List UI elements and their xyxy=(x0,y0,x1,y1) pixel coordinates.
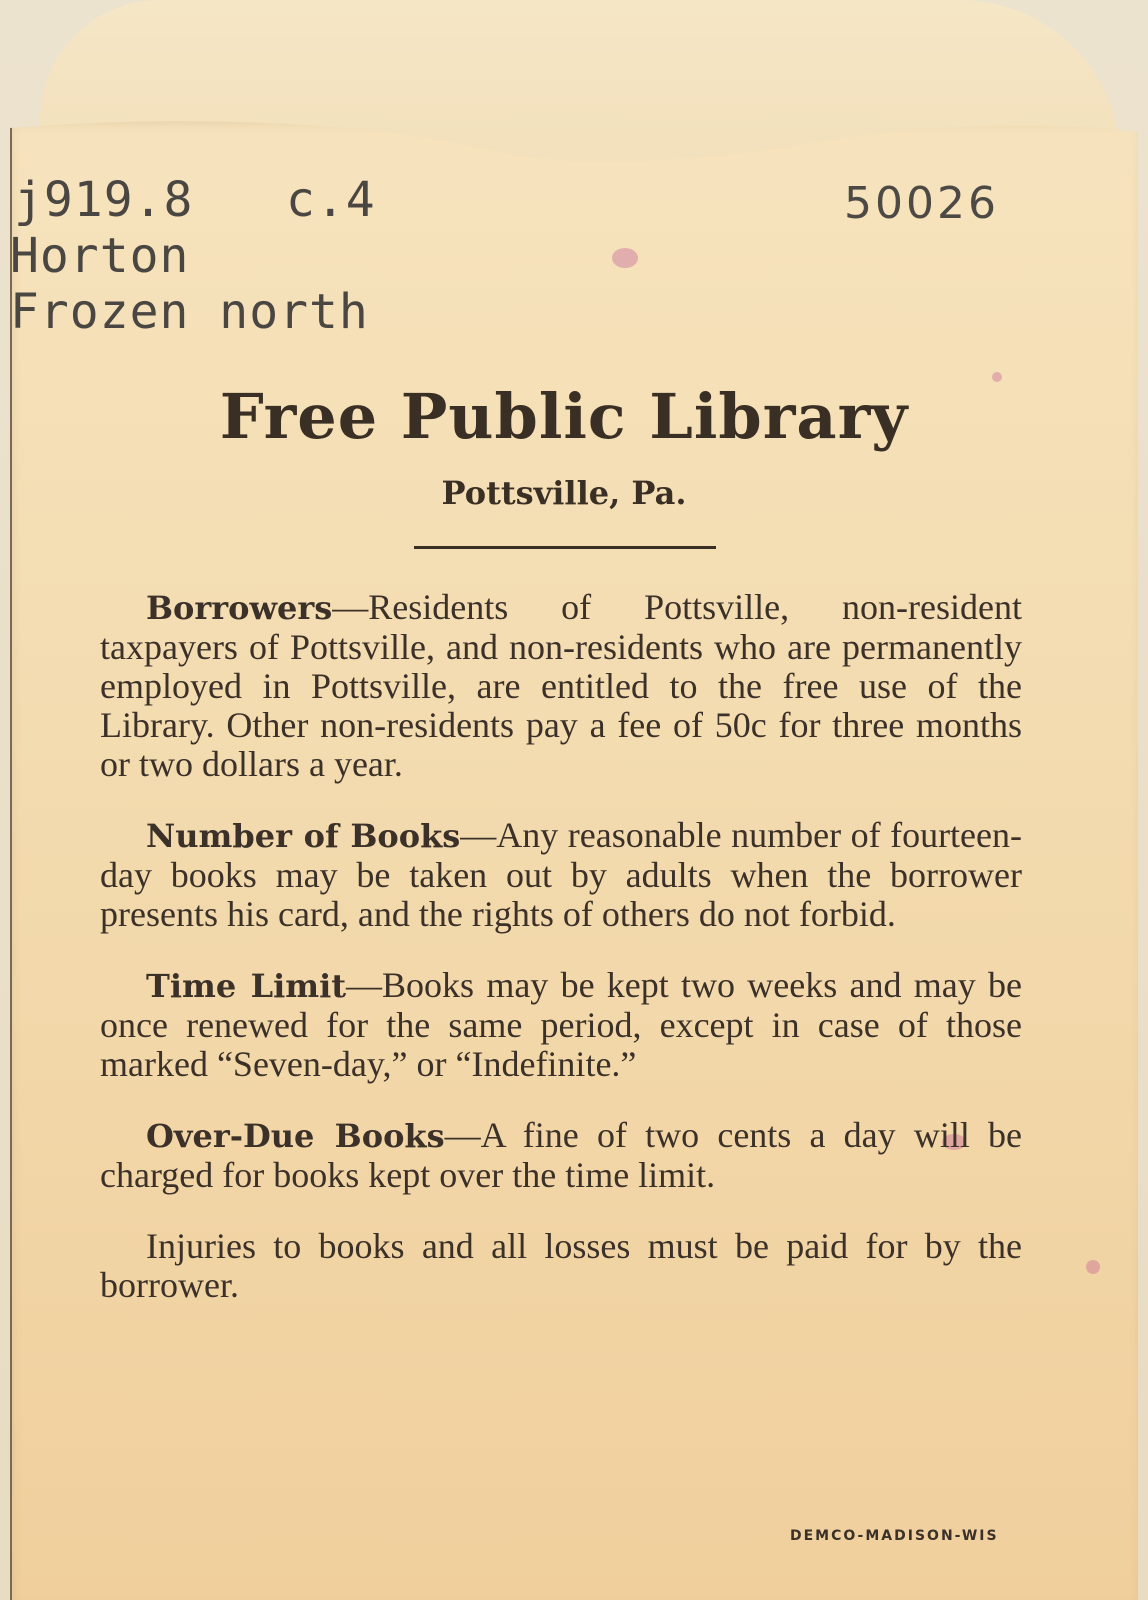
rule-heading: Number of Books xyxy=(146,817,461,855)
closing-note: Injuries to books and all losses must be paid for by the borrower. xyxy=(100,1226,1022,1305)
rule-time-limit xyxy=(100,966,1022,1084)
rule-separator: — xyxy=(332,587,369,627)
rule-text: Residents of Pottsville, non-resident taxpayers of Pottsville, and non-residents who are permanently employed in Pottsville, are entitled to the free use of the Library. Other non-residents pay a fee of 50c for three months or two dollars a year. xyxy=(100,587,1022,784)
rule-separator: — xyxy=(460,815,497,855)
rule-over-due-books xyxy=(100,1116,1022,1195)
book-title: Frozen north xyxy=(10,284,369,340)
rule-heading: Borrowers xyxy=(146,589,333,627)
rule-number-of-books xyxy=(100,816,1022,934)
author-name: Horton xyxy=(10,228,190,284)
rule-text: Any reasonable number of fourteen-day books may be taken out by adults when the borrower presents his card, and the rights of others do not forbid. xyxy=(100,815,1023,934)
rule-text: A fine of two cents a day will be charged for books kept over the time limit. xyxy=(100,1115,1023,1195)
call-number: j919.8 xyxy=(14,172,194,228)
library-location: Pottsville, Pa. xyxy=(441,474,687,512)
manufacturer-imprint: DEMCO-MADISON-WIS xyxy=(790,1528,999,1544)
rule-heading: Over-Due Books xyxy=(146,1117,445,1155)
divider-rule xyxy=(414,546,716,549)
rule-separator: — xyxy=(444,1115,481,1155)
rule-heading: Time Limit xyxy=(146,967,347,1005)
ink-stain xyxy=(612,248,638,268)
rule-text: Books may be kept two weeks and may be once renewed for the same period, except in case of those marked “Seven-day,” or “Indefinite.” xyxy=(100,965,1022,1084)
rule-separator: — xyxy=(346,965,383,1005)
accession-number: 50026 xyxy=(844,178,999,229)
rule-borrowers xyxy=(100,588,1022,784)
copy-number: c.4 xyxy=(286,172,376,228)
ink-stain xyxy=(1086,1260,1100,1274)
library-name: Free Public Library xyxy=(219,380,909,453)
library-rules xyxy=(100,588,1022,1337)
